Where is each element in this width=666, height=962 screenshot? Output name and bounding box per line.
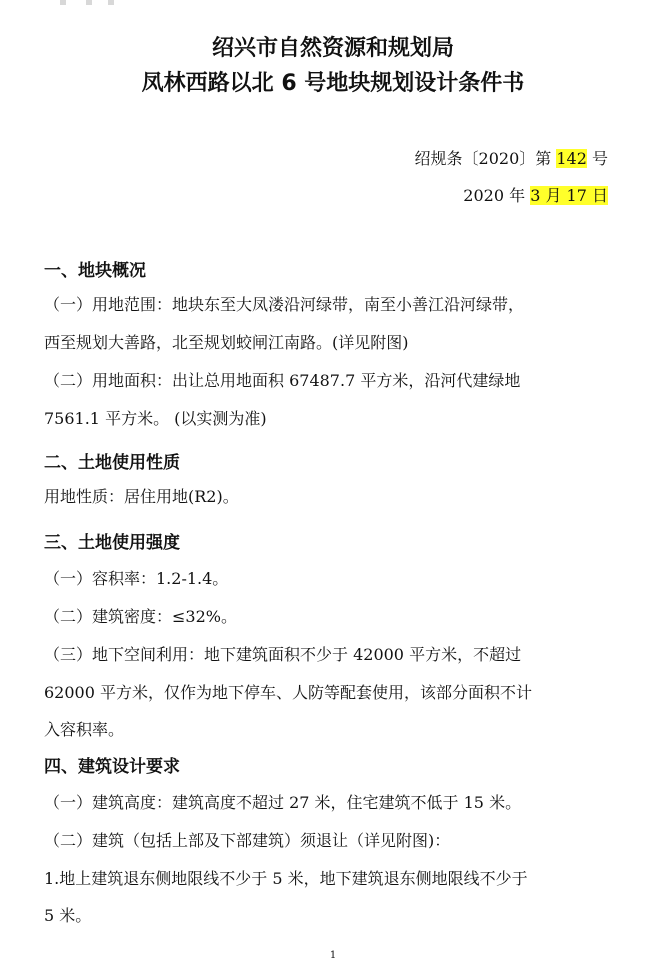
paragraph-east-setback-line2: 5 米。 [44,906,92,925]
date-prefix: 2020 年 [463,186,531,205]
paragraph-east-setback-line1: 1.地上建筑退东侧地限线不少于 5 米，地下建筑退东侧地限线不少于 [44,869,528,888]
paragraph-land-area-line2: 7561.1 平方米。 (以实测为准) [44,409,267,428]
section-heading-intensity: 三、土地使用强度 [44,533,180,553]
scan-artifact-marks [60,0,120,6]
issuer-title: 绍兴市自然资源和规划局 [211,36,454,61]
paragraph-plot-ratio: （一）容积率：1.2-1.4。 [44,569,229,588]
page-number: 1 [329,950,337,961]
paragraph-underground-line1: （三）地下空间利用：地下建筑面积不少于 42000 平方米，不超过 [44,645,522,664]
section-heading-land-use: 二、土地使用性质 [44,453,180,473]
section-heading-overview: 一、地块概况 [44,261,146,281]
paragraph-building-density: （二）建筑密度：≤32%。 [44,607,237,626]
document-title: 凤林西路以北 6 号地块规划设计条件书 [141,71,525,96]
paragraph-land-range-line1: （一）用地范围：地块东至大凤溇沿河绿带，南至小善江沿河绿带， [44,295,525,314]
paragraph-land-range-line2: 西至规划大善路，北至规划蛟闸江南路。(详见附图) [44,333,409,352]
date-highlight: 3 月 17 日 [530,186,608,205]
paragraph-underground-line3: 入容积率。 [44,720,125,739]
reference-number [415,147,608,171]
paragraph-setback: （二）建筑（包括上部及下部建筑）须退让（详见附图)： [44,831,451,850]
reference-prefix: 绍规条〔2020〕第 [414,149,557,168]
reference-suffix: 号 [586,149,608,168]
paragraph-land-use: 用地性质：居住用地(R2)。 [44,487,239,506]
paragraph-building-height: （一）建筑高度：建筑高度不超过 27 米，住宅建筑不低于 15 米。 [44,793,522,812]
section-heading-building-design: 四、建筑设计要求 [44,757,180,777]
paragraph-land-area-line1: （二）用地面积：出让总用地面积 67487.7 平方米，沿河代建绿地 [44,371,521,390]
document-date [463,184,608,208]
reference-number-highlight: 142 [556,149,587,168]
paragraph-underground-line2: 62000 平方米，仅作为地下停车、人防等配套使用，该部分面积不计 [44,683,532,702]
